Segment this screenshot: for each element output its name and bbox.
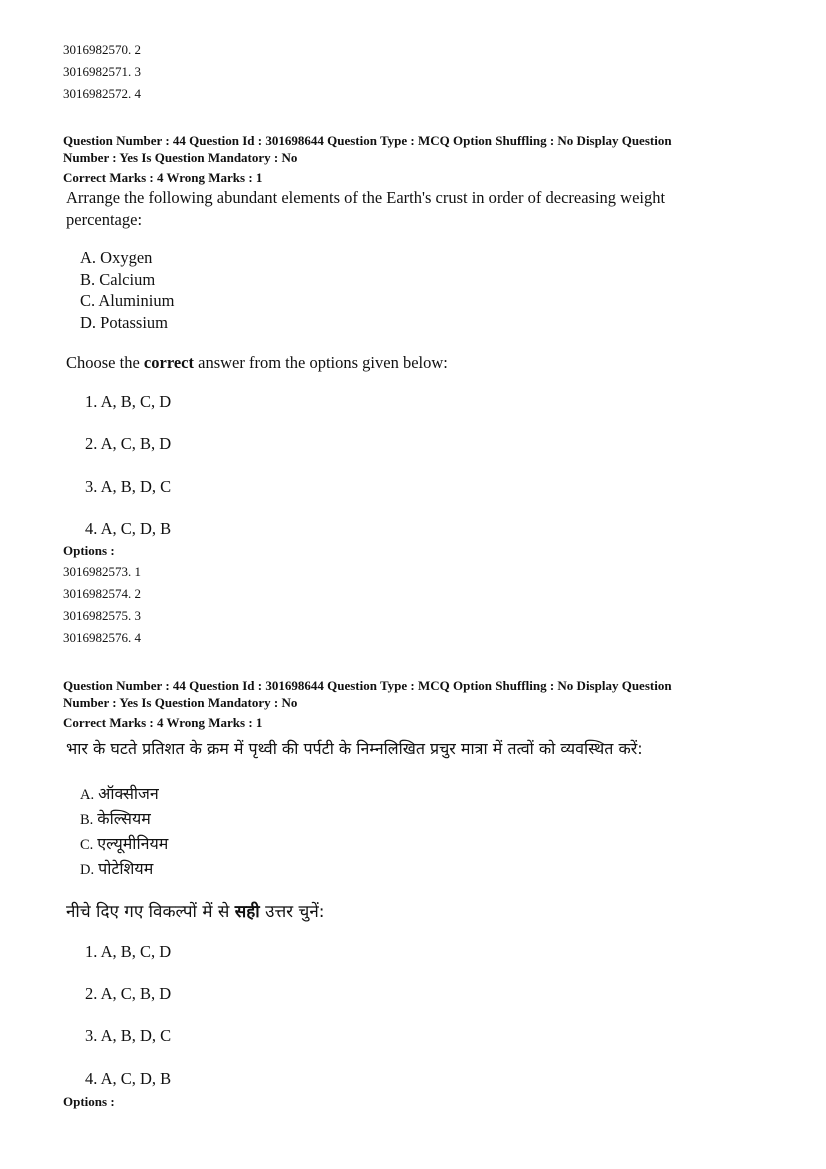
option-row	[63, 586, 141, 602]
option-row	[63, 564, 141, 580]
question-text-hindi: भार के घटते प्रतिशत के क्रम में पृथ्वी की पर्पटी के निम्नलिखित प्रचुर मात्रा में तत्वों को व्यवस्थित करें:	[66, 739, 643, 758]
options-label: Options :	[63, 1094, 115, 1109]
answer-choice: 1. A, B, C, D	[85, 392, 172, 411]
option-id: 3016982574.	[63, 586, 132, 601]
instruction-text: Choose the	[66, 353, 144, 372]
option-id: 3016982573.	[63, 564, 132, 579]
option-id: 3016982571.	[63, 64, 132, 79]
instruction	[66, 352, 448, 374]
question-text-cont: percentage:	[66, 210, 143, 229]
question-meta-cont: Number : Yes Is Question Mandatory : No	[63, 150, 298, 165]
option-id: 3016982572.	[63, 86, 132, 101]
answer-choice: 2. A, C, B, D	[85, 984, 172, 1003]
list-item: A. Oxygen	[80, 248, 153, 267]
option-id: 3016982570.	[63, 42, 132, 57]
option-id: 3016982575.	[63, 608, 132, 623]
option-number: 3	[134, 608, 141, 623]
option-number: 2	[134, 586, 141, 601]
instruction	[66, 899, 325, 922]
item-label: C.	[80, 837, 94, 853]
list-item: D. Potassium	[80, 313, 169, 332]
question-meta: Question Number : 44 Question Id : 301698644 Question Type : MCQ Option Shuffling : No Display Question	[63, 133, 672, 148]
options-label: Options :	[63, 543, 115, 558]
answer-choice: 1. A, B, C, D	[85, 942, 172, 961]
option-row	[63, 64, 141, 80]
item-text: ऑक्सीजन	[98, 784, 159, 803]
question-text: Arrange the following abundant elements of the Earth's crust in order of decreasing weight	[66, 188, 666, 207]
question-marks: Correct Marks : 4 Wrong Marks : 1	[63, 715, 263, 730]
option-number: 1	[134, 564, 141, 579]
option-row	[63, 42, 141, 58]
item-text: केल्सियम	[97, 809, 151, 828]
list-item	[80, 807, 151, 829]
option-number: 4	[134, 86, 141, 101]
instruction-bold: सही	[234, 902, 260, 922]
answer-choice: 2. A, C, B, D	[85, 434, 172, 453]
option-row	[63, 86, 141, 102]
question-meta: Question Number : 44 Question Id : 301698644 Question Type : MCQ Option Shuffling : No Display Question	[63, 678, 672, 693]
list-item: B. Calcium	[80, 270, 156, 289]
option-row	[63, 608, 141, 624]
question-meta-cont: Number : Yes Is Question Mandatory : No	[63, 695, 298, 710]
list-item	[80, 782, 159, 804]
option-number: 4	[134, 630, 141, 645]
item-label: D.	[80, 862, 95, 878]
list-item: C. Aluminium	[80, 291, 175, 310]
list-item	[80, 832, 168, 854]
instruction-text: उत्तर चुनें:	[259, 902, 325, 922]
answer-choice: 4. A, C, D, B	[85, 1069, 172, 1088]
list-item	[80, 857, 153, 879]
instruction-text: answer from the options given below:	[194, 353, 448, 372]
option-number: 2	[134, 42, 141, 57]
option-row	[63, 630, 141, 646]
item-label: A.	[80, 787, 95, 803]
option-id: 3016982576.	[63, 630, 132, 645]
answer-choice: 3. A, B, D, C	[85, 477, 172, 496]
item-text: पोटेशियम	[98, 859, 154, 878]
answer-choice: 3. A, B, D, C	[85, 1026, 172, 1045]
option-number: 3	[134, 64, 141, 79]
item-text: एल्यूमीनियम	[97, 834, 169, 853]
answer-choice: 4. A, C, D, B	[85, 519, 172, 538]
instruction-text: नीचे दिए गए विकल्पों में से	[66, 902, 235, 922]
question-marks: Correct Marks : 4 Wrong Marks : 1	[63, 170, 263, 185]
item-label: B.	[80, 812, 94, 828]
instruction-bold: correct	[143, 353, 194, 372]
